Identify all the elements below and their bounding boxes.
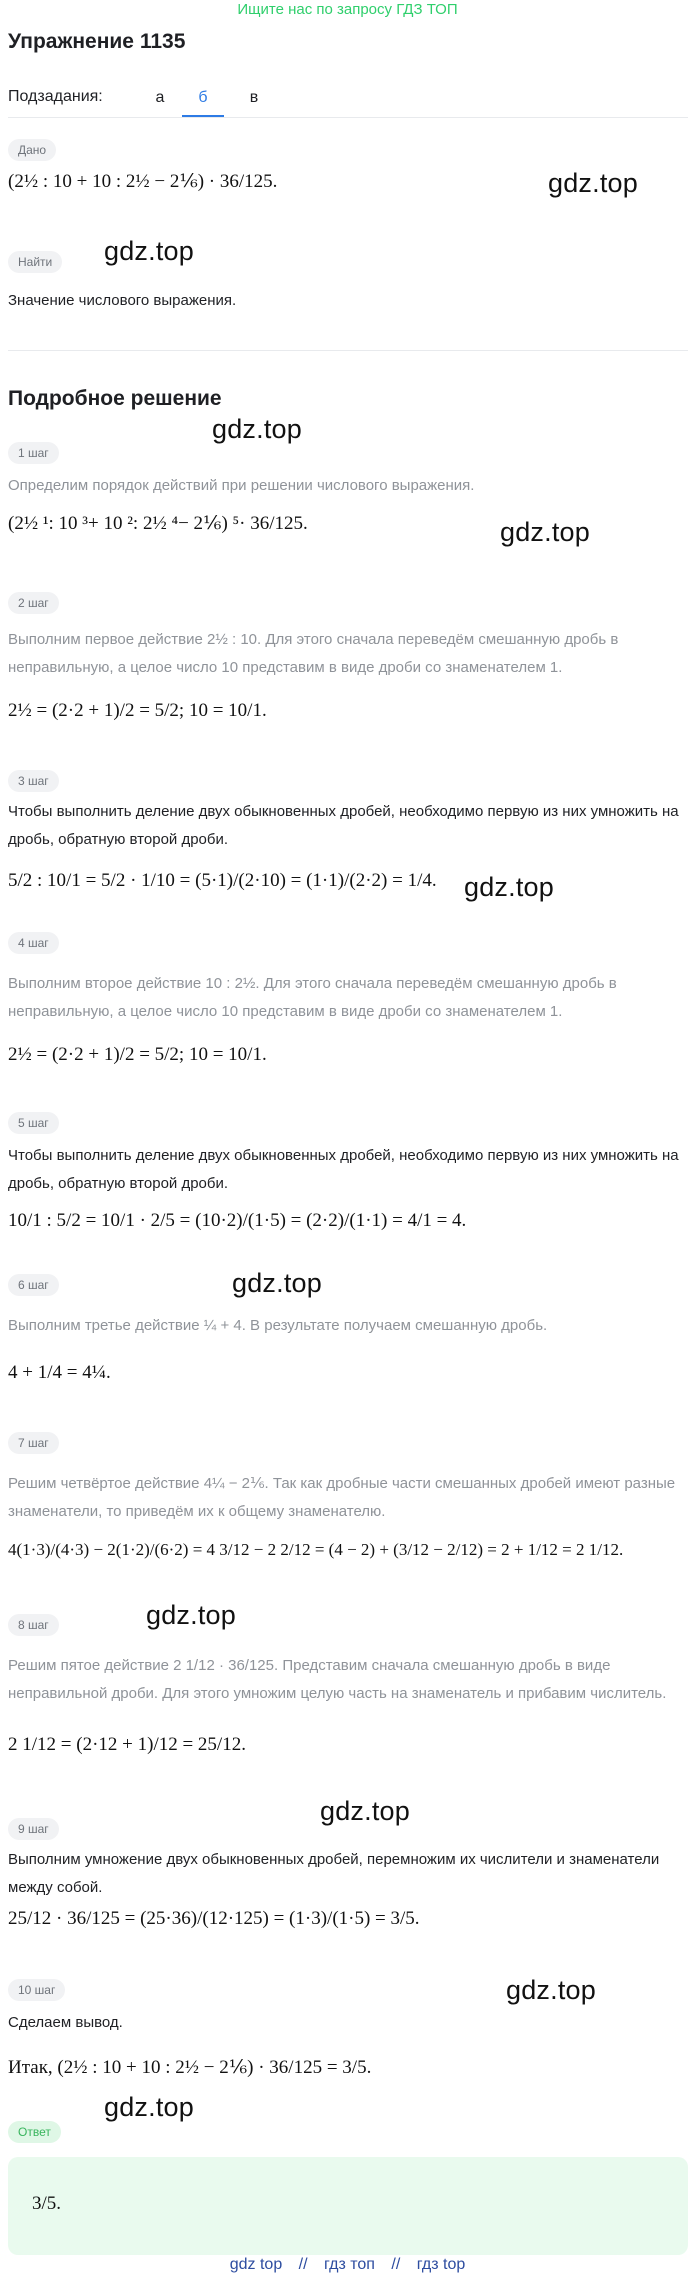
answer-pill: Ответ [8,2121,61,2143]
step-pill: 3 шаг [8,770,59,792]
step-math: Итак, (2½ : 10 + 10 : 2½ − 2⅙) · 36/125 = 3/5. [8,2057,372,2078]
step-math: (2½ ¹: 10 ³+ 10 ²: 2½ ⁴− 2⅙) ⁵· 36/125. [8,513,308,534]
step-math: 25/12 · 36/125 = (25·36)/(12·125) = (1·3)/(1·5) = 3/5. [8,1908,420,1929]
step-math: 2½ = (2·2 + 1)/2 = 5/2; 10 = 10/1. [8,1044,267,1065]
step-math: 4 + 1/4 = 4¼. [8,1362,111,1383]
watermark: gdz.top [104,2092,194,2122]
step-pill: 8 шаг [8,1614,59,1636]
footer-link-gdz-top-ru[interactable]: гдз топ [324,2256,375,2273]
watermark: gdz.top [506,1975,596,2005]
divider [8,350,688,351]
step-math: 2 1/12 = (2·12 + 1)/12 = 25/12. [8,1734,246,1755]
step-pill: 7 шаг [8,1432,59,1454]
step-pill: 1 шаг [8,442,59,464]
step-pill: 9 шаг [8,1818,59,1840]
watermark: gdz.top [146,1600,236,1630]
step-text: Решим четвёртое действие 4¼ − 2⅙. Так как дробные части смешанных дробей имеют разные знаменатели, то приведём их к общему знаменателю. [8,1475,676,1520]
subtasks-label: Подзадания: [8,88,103,105]
watermark: gdz.top [320,1796,410,1826]
step-pill: 10 шаг [8,1979,65,2001]
step-math: 5/2 : 10/1 = 5/2 · 1/10 = (5·1)/(2·10) = (1·1)/(2·2) = 1/4. [8,870,437,891]
footer-links [0,2252,695,2278]
given-pill: Дано [8,139,56,161]
find-pill: Найти [8,251,62,273]
given-expression [8,170,277,193]
watermark: gdz.top [464,872,554,902]
step-pill: 5 шаг [8,1112,59,1134]
answer-value: 3/5. [32,2193,62,2214]
page-title: Упражнение 1135 [8,30,186,53]
tab-a[interactable]: а [155,89,165,106]
footer-separator: // [391,2256,401,2273]
watermark: gdz.top [548,168,638,198]
watermark: gdz.top [104,236,194,266]
step-text: Чтобы выполнить деление двух обыкновенных дробей, необходимо первую из них умножить на дробь, обратную второй дроби. [8,1147,679,1192]
step-pill: 4 шаг [8,932,59,954]
given-expression-text: (2½ : 10 + 10 : 2½ − 2⅙) · 36/125. [8,171,278,192]
step-pill: 6 шаг [8,1274,59,1296]
promo-banner[interactable]: Ищите нас по запросу ГДЗ ТОП [237,1,458,18]
watermark: gdz.top [212,414,302,444]
tab-b[interactable]: б [198,89,208,106]
answer-box [8,2157,688,2255]
watermark: gdz.top [500,517,590,547]
footer-link-gdz-top-mixed[interactable]: гдз top [416,2256,466,2273]
step-pill: 2 шаг [8,592,59,614]
step-text: Чтобы выполнить деление двух обыкновенных дробей, необходимо первую из них умножить на дробь, обратную второй дроби. [8,803,679,848]
step-text: Выполним первое действие 2½ : 10. Для этого сначала переведём смешанную дробь в неправильную, а целое число 10 представим в виде дроби со знаменателем 1. [8,631,619,676]
watermark: gdz.top [232,1268,322,1298]
step-text: Выполним третье действие ¼ + 4. В результате получаем смешанную дробь. [8,1317,548,1334]
step-text: Сделаем вывод. [8,2014,123,2031]
footer-separator: // [298,2256,308,2273]
subtasks-nav [8,86,688,116]
tab-v[interactable]: в [249,89,259,106]
step-math: 2½ = (2·2 + 1)/2 = 5/2; 10 = 10/1. [8,700,267,721]
step-math: 4(1·3)/(4·3) − 2(1·2)/(6·2) = 4 3/12 − 2 2/12 = (4 − 2) + (3/12 − 2/12) = 2 + 1/12 = 2 1/12. [8,1540,624,1559]
find-text: Значение числового выражения. [8,292,237,309]
step-text: Выполним второе действие 10 : 2½. Для этого сначала переведём смешанную дробь в неправильную, а целое число 10 представим в виде дроби со знаменателем 1. [8,975,617,1020]
step-text: Выполним умножение двух обыкновенных дробей, перемножим их числители и знаменатели между собой. [8,1851,660,1896]
step-text: Решим пятое действие 2 1/12 · 36/125. Представим сначала смешанную дробь в виде неправильной дроби. Для этого умножим целую часть на знаменатель и прибавим числитель. [8,1657,667,1702]
solution-heading: Подробное решение [8,387,222,410]
footer-link-gdz-top[interactable]: gdz top [229,2256,283,2273]
step-text: Определим порядок действий при решении числового выражения. [8,477,475,494]
step-math: 10/1 : 5/2 = 10/1 · 2/5 = (10·2)/(1·5) = (2·2)/(1·1) = 4/1 = 4. [8,1210,467,1231]
divider [8,117,688,118]
